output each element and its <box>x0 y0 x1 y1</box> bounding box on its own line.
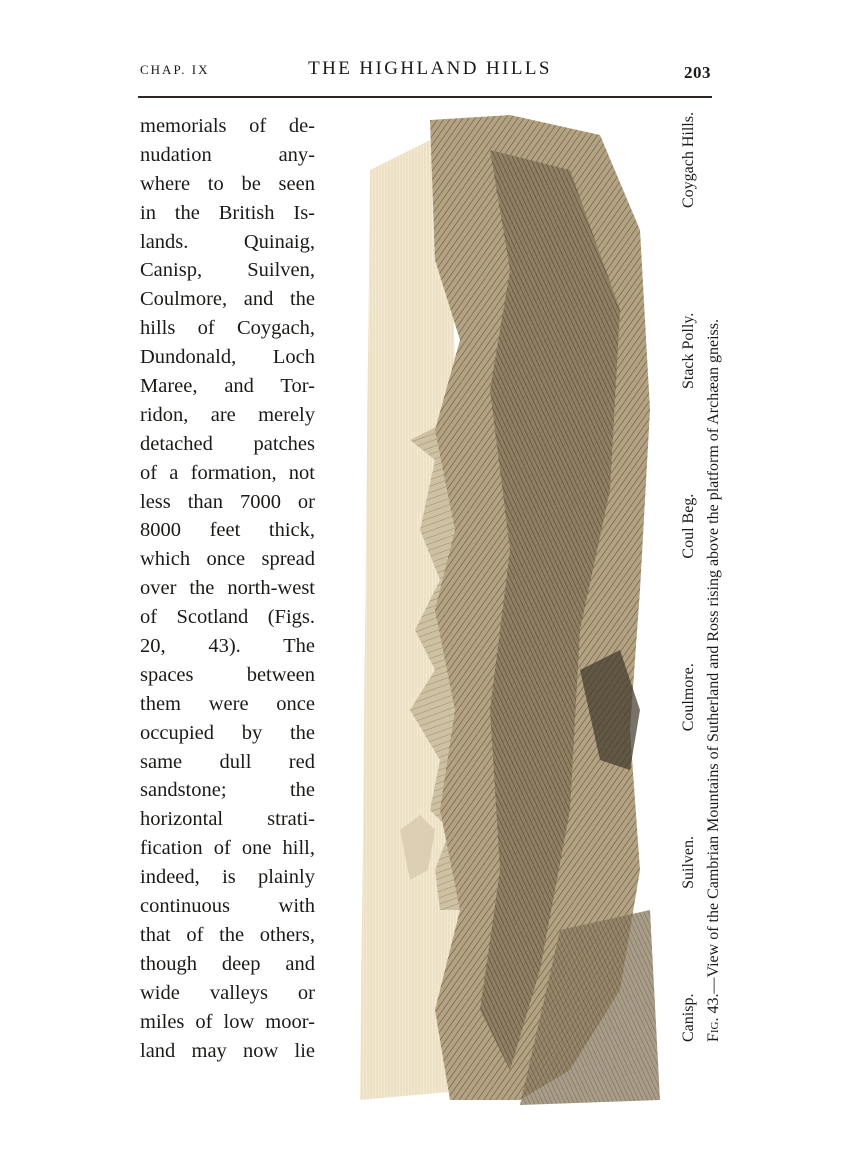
body-text-line: memorials of de- <box>140 115 315 137</box>
body-text-line: Maree, and Tor- <box>140 375 315 398</box>
caption-title <box>702 112 726 1042</box>
body-text-line: less than 7000 or <box>140 490 315 513</box>
body-text-line: Dundonald, Loch <box>140 346 315 369</box>
label-coygach-hills: Coygach Hills. <box>680 112 697 209</box>
body-text-line: sandstone; the <box>140 779 315 802</box>
body-text-line: wide valleys or <box>140 981 315 1004</box>
body-text-line: hills of Coygach, <box>140 317 315 340</box>
caption-text: —View of the Cambrian Mountains of Sutherland and Ross rising above the platform of Archæan gneiss. <box>705 319 722 994</box>
label-canisp: Canisp. <box>680 993 697 1042</box>
body-text-line: Canisp, Suilven, <box>140 259 315 282</box>
body-text-line: land may now lie <box>140 1039 315 1062</box>
body-text-line: occupied by the <box>140 721 315 744</box>
engraving-illustration <box>340 110 660 1110</box>
body-text-line: miles of low moor- <box>140 1010 315 1033</box>
mountain-engraving-figure <box>340 110 660 1110</box>
body-text-line: that of the others, <box>140 923 315 946</box>
body-text-line: over the north-west <box>140 577 315 600</box>
running-header-title: THE HIGHLAND HILLS <box>308 58 552 79</box>
body-text-column <box>140 112 315 1065</box>
body-text-line: though deep and <box>140 952 315 975</box>
label-coul-beg: Coul Beg. <box>680 493 697 559</box>
body-text-line: 8000 feet thick, <box>140 519 315 542</box>
body-text-line: of a formation, not <box>140 461 315 484</box>
body-text-line: Coulmore, and the <box>140 288 315 311</box>
header-rule <box>138 96 712 98</box>
body-text-line: of Scotland (Figs. <box>140 606 315 629</box>
body-text-line: same dull red <box>140 750 315 773</box>
caption-figure-number: Fig. 43. <box>705 993 722 1042</box>
label-coulmore: Coulmore. <box>680 663 697 732</box>
mountain-labels <box>676 112 702 1042</box>
body-text-line: nudation any- <box>140 143 315 166</box>
body-text-line: continuous with <box>140 895 315 918</box>
body-text-line: detached patches <box>140 432 315 455</box>
body-text-line: ridon, are merely <box>140 403 315 426</box>
label-stack-polly: Stack Polly. <box>680 312 697 390</box>
body-text-line: indeed, is plainly <box>140 866 315 889</box>
body-text-line: in the British Is- <box>140 201 315 224</box>
figure-caption <box>676 112 726 1042</box>
body-text-line: fication of one hill, <box>140 837 315 860</box>
body-text-line: 20, 43). The <box>140 635 315 658</box>
body-text-line: lands. Quinaig, <box>140 230 315 253</box>
body-text-line: them were once <box>140 692 315 715</box>
running-header-chapter: CHAP. IX <box>140 62 210 77</box>
body-text-line: where to be seen <box>140 172 315 195</box>
body-text-line: horizontal strati- <box>140 808 315 831</box>
page-number: 203 <box>684 63 711 82</box>
label-suilven: Suilven. <box>680 835 697 889</box>
body-text-line: spaces between <box>140 663 315 686</box>
body-text-line: which once spread <box>140 548 315 571</box>
